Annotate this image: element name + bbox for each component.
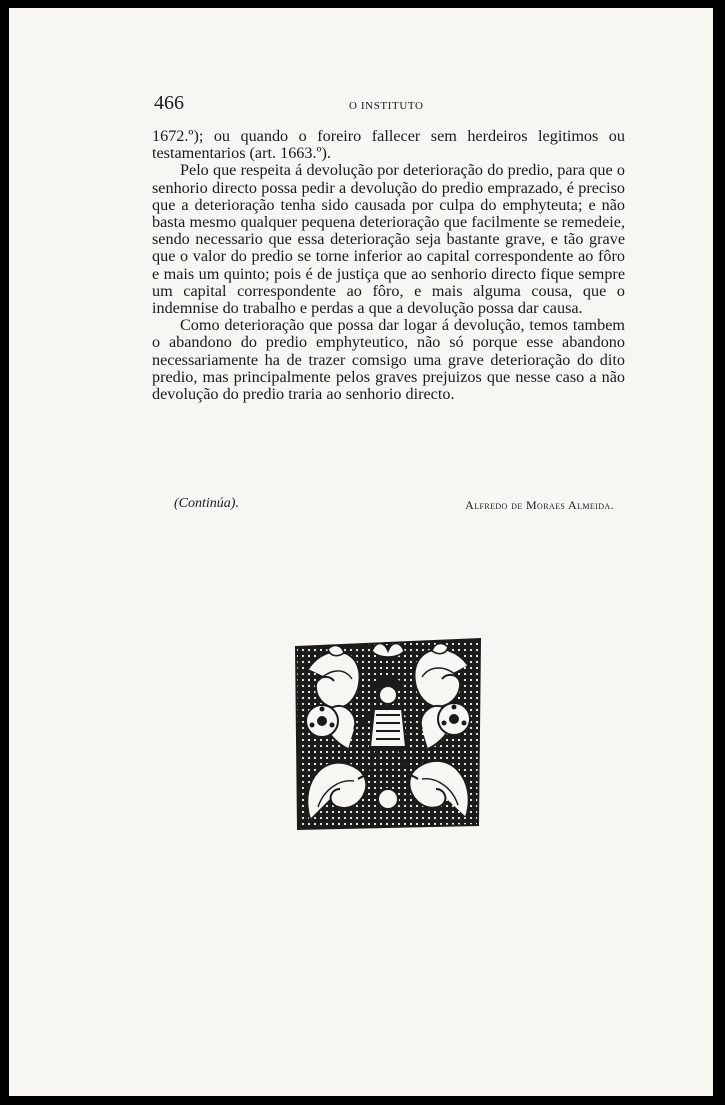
continua-note: (Continúa). bbox=[174, 496, 239, 511]
paragraph-1: 1672.º); ou quando o foreiro fallecer sem herdeiros legitimos ou testamentarios (art. 1663.º). bbox=[152, 127, 625, 163]
book-page bbox=[9, 8, 713, 1096]
page-header bbox=[154, 92, 624, 118]
body-text bbox=[152, 128, 625, 403]
author-signature: Alfredo de Moraes Almeida. bbox=[465, 498, 614, 512]
page-number: 466 bbox=[154, 92, 184, 114]
floral-woodcut-ornament-icon bbox=[288, 629, 488, 839]
paragraph-2: Pelo que respeita á devolução por deterioração do predio, para que o senhorio directo possa pedir a devolução do predio emprazado, é preciso que a deterioração tenha sido causada por culpa do emphyteuta; e não basta mesmo qualquer pequena deterioração que facilmente se remedeie, sendo necessario que essa deterioração seja bastante grave, e tão grave que o valor do predio se torne inferior ao capital correspondente ao fôro e mais um quinto; pois é de justiça que ao senhorio directo fique sempre um capital correspondente ao fôro, e mais alguma cousa, que o indemnise do trabalho e perdas a que a devolução possa dar causa. bbox=[152, 161, 625, 318]
paragraph-3: Como deterioração que possa dar logar á devolução, temos tambem o abandono do predio emphyteutico, não só porque esse abandono necessariamente ha de trazer comsigo uma grave deterioração do dito predio, mas principalmente pelos graves prejuizos que nesse caso a não devolução do predio traria ao senhorio directo. bbox=[152, 316, 625, 404]
running-title: O INSTITUTO bbox=[349, 100, 424, 112]
